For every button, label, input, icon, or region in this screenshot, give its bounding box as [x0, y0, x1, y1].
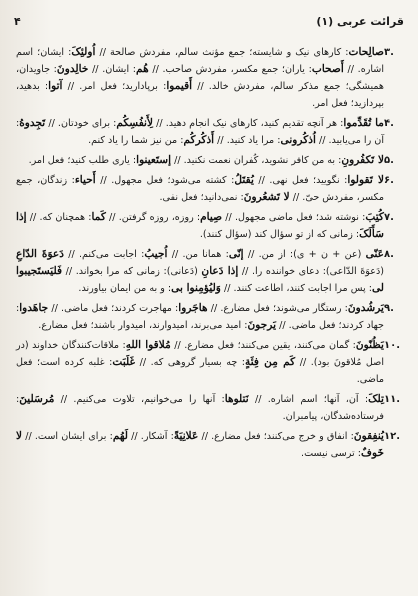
entry-number: ۶.: [384, 175, 394, 186]
persian-gloss: : برای خودتان. //: [45, 118, 117, 129]
persian-gloss: : و به من ایمان بیاورند.: [78, 283, 172, 294]
persian-gloss: : رستگار می‌شوند؛ فعل مضارع. //: [207, 303, 348, 314]
persian-gloss: : نگویید؛ فعل نهی. //: [253, 175, 348, 186]
running-title: قرائت عربی (۱): [316, 14, 404, 28]
arabic-term: یُنفِقونَ: [353, 430, 384, 442]
page-number: ۴: [14, 14, 21, 28]
glossary-entry: [16, 115, 404, 149]
entry-number: ۸.: [384, 249, 394, 260]
arabic-term: لا خَوفٌ: [16, 430, 384, 459]
arabic-term: لَهُم: [112, 430, 128, 442]
arabic-term: تَجِدوهُ: [19, 117, 46, 129]
persian-gloss: : کشته می‌شود؛ فعل مجهول. //: [95, 175, 235, 186]
entry-text: [16, 44, 384, 112]
arabic-term: یَرشُدونَ: [347, 302, 384, 314]
arabic-term: کَما: [91, 211, 106, 223]
glossary-entry: [16, 44, 404, 112]
persian-gloss: : انفاق و خرج می‌کنند؛ فعل مضارع. //: [198, 431, 354, 442]
persian-gloss: : ایشان؛ اسم اشاره. //: [16, 47, 384, 75]
glossary-entry: [16, 428, 404, 462]
arabic-term: إذا سَأَلَکَ: [16, 211, 384, 240]
arabic-term: أَقیموا: [166, 80, 193, 92]
arabic-term: فَلیَستَجیبوا لی: [16, 265, 384, 294]
arabic-term: لا تَقولوا: [347, 174, 385, 186]
glossary-entry: [16, 391, 404, 425]
arabic-term: اُجیبُ: [144, 248, 168, 260]
persian-gloss: : نوشته شد؛ فعل ماضی مجهول. //: [222, 212, 366, 223]
persian-gloss: : برپادارید؛ فعل امر. //: [62, 81, 167, 92]
arabic-term: یَرجونَ: [247, 319, 277, 331]
entry-text: [16, 209, 384, 243]
arabic-term: وَلیُؤمِنوا بی: [171, 282, 221, 294]
running-header: [14, 10, 404, 32]
entry-text: [16, 115, 384, 149]
entry-number: ۷.: [384, 212, 394, 223]
persian-gloss: : جاویدان، همیشگی؛ جمع مذکر سالم، مفردش خالد. //: [16, 64, 384, 92]
arabic-term: دَعوَةَ الدّاعِ: [16, 248, 64, 260]
persian-gloss: : بدهید، بپردازید؛ فعل امر.: [16, 81, 384, 109]
persian-gloss: : گمان می‌کنند، یقین می‌کنند؛ فعل مضارع. //: [170, 340, 356, 351]
persian-gloss: : امید می‌برند، امیدوارند، امیدوار باشند؛ فعل مضارع.: [38, 320, 248, 331]
entry-number: ۵.: [384, 155, 394, 166]
persian-gloss: : یاری طلب کنید؛ فعل امر.: [28, 155, 137, 166]
arabic-term: یَظُنّونَ: [355, 339, 384, 351]
arabic-term: اُذکُرونی: [280, 134, 316, 146]
entry-text: [16, 246, 384, 297]
arabic-term: اُولئِکَ: [71, 46, 96, 58]
arabic-term: هُم: [136, 63, 149, 75]
arabic-term: عَلانِیَةً: [173, 430, 199, 442]
persian-gloss: : هر آنچه تقدیم کنید، کارهای نیک انجام دهید. //: [153, 118, 344, 129]
persian-gloss: : به من کافر نشوید، کُفران نعمت نکنید. //: [171, 155, 342, 166]
persian-gloss: : زمانی که از تو سؤال کند (سؤال کنند).: [199, 229, 360, 240]
arabic-term: لِأَنفُسِکُم: [116, 117, 154, 129]
persian-gloss: : روزه، روزه گرفتن. //: [105, 212, 201, 223]
persian-gloss: : من نیز شما را یاد کنم.: [88, 135, 184, 146]
entry-number: ۱۱.: [384, 394, 401, 405]
entry-text: [16, 391, 384, 425]
arabic-term: عَنّی: [365, 248, 385, 260]
persian-gloss: : آنها را می‌خوانیم، تلاوت می‌کنیم. //: [54, 394, 225, 405]
persian-gloss: : مرا یاد کنید. //: [214, 135, 281, 146]
persian-gloss: : غلبه کرده است؛ فعل ماضی.: [16, 357, 384, 385]
persian-gloss: : آشکار. //: [127, 431, 174, 442]
arabic-term: خالِدونَ: [56, 63, 89, 75]
arabic-term: آتوا: [48, 80, 63, 92]
persian-gloss: : همانا من. //: [167, 249, 229, 260]
entry-number: ۱۰.: [384, 340, 401, 351]
persian-gloss: : آن را می‌یابید. //: [16, 118, 384, 146]
glossary-entry: [16, 152, 404, 169]
arabic-term: نَتلوها: [224, 393, 249, 405]
arabic-term: کَم مِن فِئَةٍ: [245, 356, 296, 368]
persian-gloss: : پس مرا اجابت کنند، اطاعت کنند. //: [220, 283, 372, 294]
persian-gloss: : ترسی نیست.: [301, 448, 361, 459]
persian-gloss: : چه بسیار گروهی که. //: [135, 357, 246, 368]
persian-gloss: : فرستاده‌شدگان، پیامبران.: [16, 394, 384, 422]
glossary-entry: [16, 246, 404, 297]
entry-number: ۹.: [384, 303, 394, 314]
arabic-term: ما تُقَدِّموا: [343, 117, 384, 129]
persian-gloss: : ایشان. //: [88, 64, 137, 75]
glossary-entry: [16, 209, 404, 243]
persian-gloss: : زندگان، جمع مکسر، مفردش حیّ. //: [16, 175, 384, 203]
glossary-entry: [16, 172, 404, 206]
persian-gloss: : ملاقات‌کنندگان خداوند (در اصل مُلاقونَ بود). //: [16, 340, 384, 368]
arabic-term: غَلَبَت: [112, 356, 136, 368]
arabic-term: لا تَشعُرونَ: [243, 191, 290, 203]
arabic-term: أَصحاب: [311, 63, 344, 75]
persian-gloss: : آن، آنها؛ اسم اشاره. //: [248, 394, 369, 405]
persian-gloss: : جهاد کردند؛ فعل ماضی. //: [16, 303, 384, 331]
entry-number: ۴.: [384, 118, 394, 129]
arabic-term: تِلکَ: [368, 393, 384, 405]
arabic-term: هاجَروا: [178, 302, 208, 314]
entry-text: [16, 337, 384, 388]
arabic-term: کُتِبَ: [365, 211, 384, 223]
persian-gloss: : مهاجرت کردند؛ فعل ماضی. //: [48, 303, 179, 314]
arabic-term: یُقتَلُ: [234, 174, 254, 186]
persian-gloss: : کارهای نیک و شایسته؛ جمع مؤنث سالم، مفردش صالحة //: [95, 47, 349, 58]
entry-number: ۳.: [384, 47, 394, 58]
arabic-term: لا تَکفُرونِ: [341, 154, 384, 166]
persian-gloss: : همچنان که. //: [26, 212, 92, 223]
arabic-term: جاهَدوا: [19, 302, 49, 314]
entry-text: [16, 172, 384, 206]
arabic-term: أَذکُرکُم: [183, 134, 215, 146]
arabic-term: صالِحات: [348, 46, 384, 58]
arabic-term: أَحیاء: [74, 174, 96, 186]
arabic-term: مُلاقوا اللهِ: [125, 339, 171, 351]
arabic-term: إذا دَعانِ: [201, 265, 239, 277]
entry-text: [16, 300, 384, 334]
entry-number: ۱۲.: [384, 431, 401, 442]
persian-gloss: (دَعانی): زمانی که مرا بخواند. //: [62, 266, 202, 277]
glossary-entry: [16, 337, 404, 388]
arabic-term: صِیام: [200, 211, 223, 223]
glossary-entry: [16, 300, 404, 334]
arabic-term: إستَعینوا: [136, 154, 172, 166]
persian-gloss: (عن + ن + ی): از من. //: [243, 249, 366, 260]
persian-gloss: : نمی‌دانید؛ فعل نفی.: [159, 192, 244, 203]
persian-gloss: (دَعوَةَ الدّاعی): دعای خواننده را. //: [238, 266, 384, 277]
persian-gloss: : یاران؛ جمع مکسر، مفردش صاحب. //: [148, 64, 312, 75]
arabic-term: إنّی: [228, 248, 244, 260]
persian-gloss: : برای ایشان است. //: [22, 431, 113, 442]
glossary-content: [16, 44, 404, 465]
entry-text: [16, 428, 384, 462]
persian-gloss: : اجابت می‌کنم. //: [63, 249, 145, 260]
arabic-term: مُرسَلینَ: [19, 393, 55, 405]
entry-text: [16, 152, 384, 169]
